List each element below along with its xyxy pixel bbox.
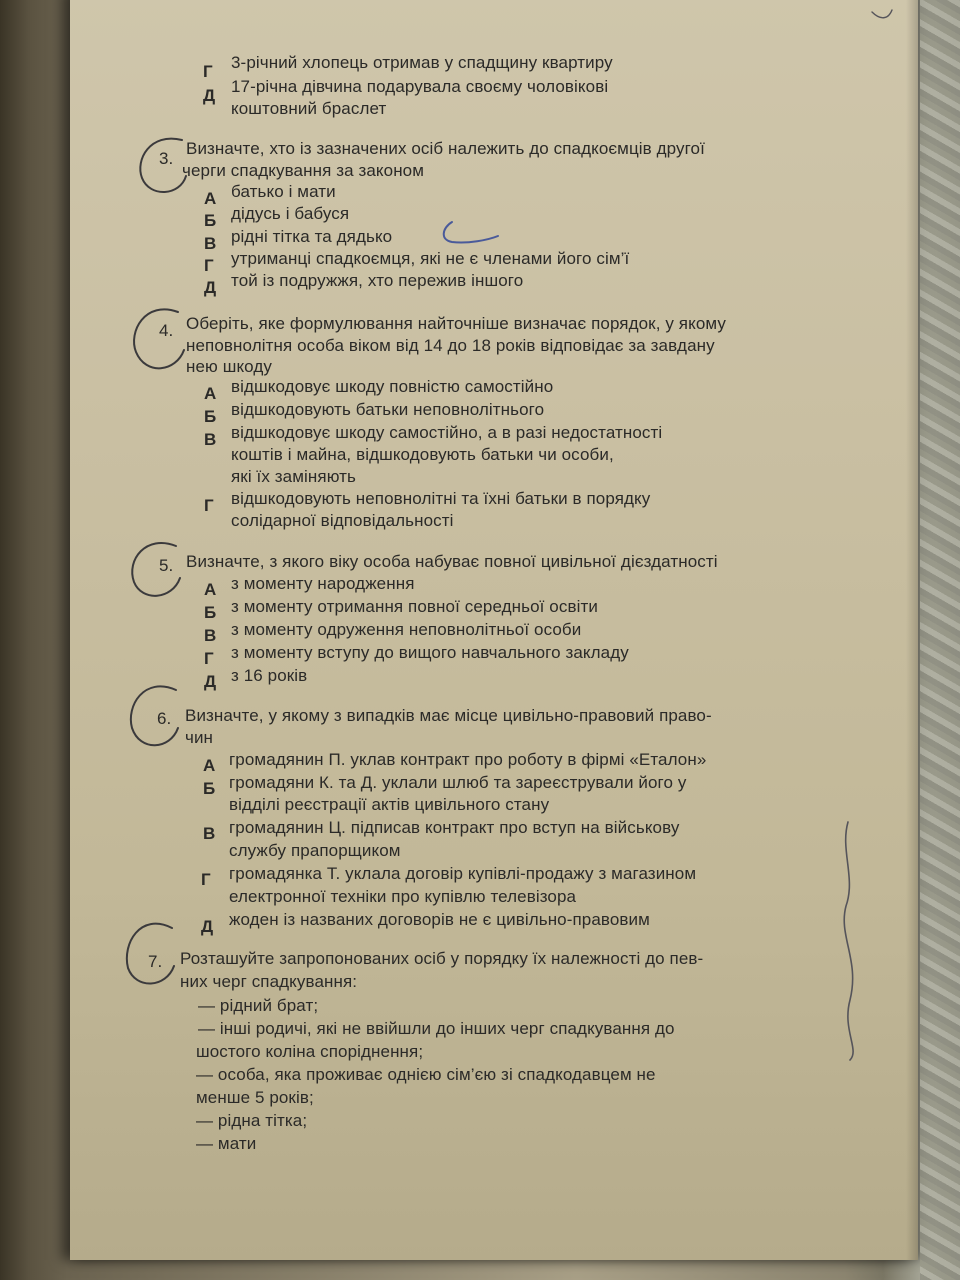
option-text: громадянка Т. уклала договір купівлі-продажу з магазином [229,864,697,883]
question-text: Визначте, у якому з випадків має місце цивільно-правовий право- [185,706,712,725]
list-item: шостого коліна споріднення; [196,1042,424,1061]
option-letter: А [204,189,217,208]
option-letter: Б [204,211,217,230]
question-number: 7. [148,952,163,971]
option-letter: Д [204,278,217,297]
question-text: Визначте, з якого віку особа набуває повної цивільної дієздатності [186,552,718,571]
option-letter: А [204,384,217,403]
list-item: — особа, яка проживає однією сім’єю зі спадкодавцем не [196,1065,656,1084]
option-text: жоден із названих договорів не є цивільно-правовим [229,910,650,929]
option-text: які їх заміняють [231,467,357,486]
option-letter: А [203,756,216,775]
question-text: Розташуйте запропонованих осіб у порядку їх належності до пев- [180,949,704,968]
question-text: чин [185,728,214,747]
option-text: відшкодовують батьки неповнолітнього [231,400,545,419]
list-item: — мати [196,1134,257,1153]
option-text: рідні тітка та дядько [231,227,393,246]
option-text: громадянин Ц. підписав контракт про вступ на військову [229,818,680,837]
option-letter: В [204,234,217,253]
option-letter: Б [204,407,217,426]
option-text: громадяни К. та Д. уклали шлюб та зареєстрували його у [229,773,687,792]
option-text: громадянин П. уклав контракт про роботу в фірмі «Еталон» [229,750,707,769]
list-item: — рідна тітка; [196,1111,308,1130]
option-text: 17-річна дівчина подарувала своєму чоловікові [231,77,609,96]
option-letter: Г [204,649,214,668]
question-text: Визначте, хто із зазначених осіб належить до спадкоємців другої [186,139,705,158]
question-number: 3. [159,149,174,168]
option-letter: Д [201,917,214,936]
list-item: менше 5 років; [196,1088,314,1107]
option-letter: Г [204,496,214,515]
question-number: 5. [159,556,174,575]
option-letter: Д [203,86,216,105]
option-text: відшкодовує шкоду повністю самостійно [231,377,554,396]
question-text: черги спадкування за законом [182,161,425,180]
option-letter: В [204,430,217,449]
option-letter: Г [201,870,211,889]
option-letter: Г [203,62,213,81]
option-text: з моменту отримання повної середньої освіти [231,597,598,616]
option-letter: Г [204,256,214,275]
option-text: солідарної відповідальності [231,511,454,530]
question-number: 6. [157,709,172,728]
option-letter: Б [204,603,217,622]
option-text: електронної техніки про купівлю телевізора [229,887,577,906]
question-text: Оберіть, яке формулювання найточніше визначає порядок, у якому [186,314,726,333]
option-letter: В [204,626,217,645]
list-item: — інші родичі, які не ввійшли до інших черг спадкування до [198,1019,675,1038]
option-text: відшкодовує шкоду самостійно, а в разі недостатності [231,423,663,442]
option-text: відділі реєстрації актів цивільного стану [229,795,550,814]
option-letter: А [204,580,217,599]
option-text: з моменту одруження неповнолітньої особи [231,620,582,639]
option-text: 3-річний хлопець отримав у спадщину квартиру [231,53,613,72]
option-text: той із подружжя, хто пережив іншого [231,271,524,290]
option-text: коштів і майна, відшкодовують батьки чи особи, [231,445,614,464]
option-text: коштовний браслет [231,99,387,118]
question-number: 4. [159,321,174,340]
option-letter: В [203,824,216,843]
option-text: з моменту вступу до вищого навчального закладу [231,643,629,662]
option-text: дідусь і бабуся [231,204,350,223]
option-text: з моменту народження [231,574,415,593]
option-text: службу прапорщиком [229,841,401,860]
question-text: них черг спадкування: [180,972,358,991]
option-text: батько і мати [231,182,336,201]
option-text: відшкодовують неповнолітні та їхні батьки в порядку [231,489,651,508]
option-letter: Д [204,672,217,691]
option-text: з 16 років [231,666,308,685]
option-text: утриманці спадкоємця, які не є членами його сім’ї [231,249,630,268]
option-letter: Б [203,779,216,798]
list-item: — рідний брат; [198,996,319,1015]
question-text: нею шкоду [186,357,272,376]
question-text: неповнолітня особа віком від 14 до 18 років відповідає за завдану [186,336,715,355]
